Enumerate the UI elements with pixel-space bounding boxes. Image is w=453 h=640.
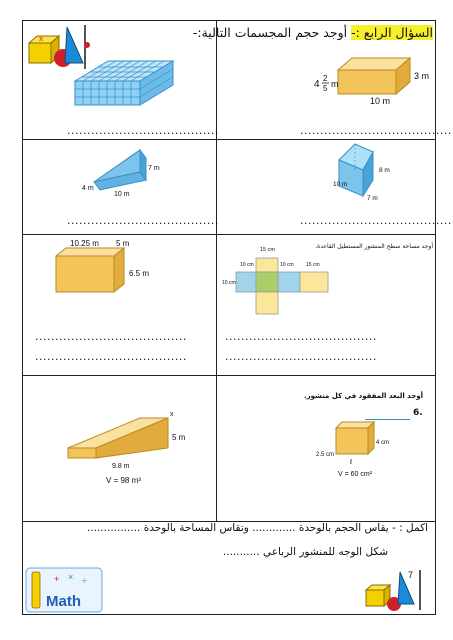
dim-height: 3 m xyxy=(414,71,430,81)
gold-box-missing-dim xyxy=(312,420,412,482)
question-header xyxy=(193,25,433,40)
dim-length: 7 m xyxy=(367,195,378,202)
net-mid-a: 10 cm xyxy=(240,262,254,268)
dim-width: 5 m xyxy=(116,239,130,248)
dim-mixed-den: 5 xyxy=(323,84,328,93)
dim-x: x xyxy=(170,411,174,418)
answer-line[interactable]: ...................................... xyxy=(300,214,452,227)
math-tools-logo xyxy=(362,568,432,614)
answer-line[interactable]: ...................................... xyxy=(225,350,377,363)
answer-line[interactable]: ...................................... xyxy=(35,330,187,343)
question-label: السؤال الرابع :- xyxy=(351,25,433,40)
net-mid-b: 10 cm xyxy=(280,262,294,268)
cube-block-figure xyxy=(70,55,180,110)
dim-height: 6.5 m xyxy=(129,269,150,278)
svg-text:÷: ÷ xyxy=(82,576,87,586)
dim-length: 10.25 m xyxy=(70,239,99,248)
grid-line xyxy=(23,375,435,376)
exercise-number: 6. xyxy=(413,408,423,418)
net-side-b: 15 cm xyxy=(306,262,320,268)
footer-line-1: اكمل : - يقاس الحجم بالوحدة ............. وتقاس المساحة بالوحدة ................ xyxy=(86,522,428,534)
svg-text:×: × xyxy=(68,572,74,582)
dim-length: 10 m xyxy=(114,191,130,198)
gold-triangular-prism xyxy=(60,408,190,486)
volume-label: V = 98 m³ xyxy=(106,476,141,485)
dim-length: 10 m xyxy=(370,96,391,106)
volume-label: V = 60 cm² xyxy=(338,471,373,478)
missing-dim-heading: أوجد البعد المفقود في كل منشور. xyxy=(303,392,423,400)
math-logo xyxy=(24,566,104,614)
dim-height: 5 m xyxy=(172,433,186,442)
net-top: 15 cm xyxy=(260,247,275,253)
grid-line xyxy=(216,21,217,521)
prism-net-figure xyxy=(222,242,334,318)
answer-line[interactable]: ...................................... xyxy=(300,124,452,137)
question-instruction: أوجد حجم المجسمات التالية:- xyxy=(192,25,348,40)
dim-length: 9.8 m xyxy=(112,463,130,470)
grid-line xyxy=(23,234,435,235)
net-left: 10 cm xyxy=(222,280,236,286)
svg-text:+: + xyxy=(54,574,60,584)
dim-ell: ℓ xyxy=(350,459,353,466)
dim-depth: 2.5 cm xyxy=(316,452,335,458)
answer-line[interactable]: ...................................... xyxy=(67,124,219,137)
dim-height: 7 m xyxy=(148,165,160,172)
dim-height: 4 cm xyxy=(376,440,390,446)
blue-triangular-prism xyxy=(80,146,170,198)
footer-line-2: شكل الوجه للمنشور الرباعي ........... xyxy=(222,546,388,558)
gold-prism-figure xyxy=(310,52,430,110)
gold-box-figure xyxy=(50,236,160,298)
dim-mixed-whole: 4 xyxy=(314,79,320,90)
dim-side: 8 m xyxy=(379,167,390,174)
answer-line[interactable]: ...................................... xyxy=(35,350,187,363)
dim-width: 4 m xyxy=(82,185,94,192)
dim-width: 10 m xyxy=(333,181,348,188)
svg-text:π: π xyxy=(39,37,44,43)
dim-mixed-unit: m xyxy=(331,79,339,89)
dim-mixed-num: 2 xyxy=(323,74,328,83)
net-instruction: أوجد مساحة سطح المنشور المستطيل القاعدة. xyxy=(315,243,433,250)
logo-number: 7 xyxy=(408,570,414,580)
math-label: Math xyxy=(46,593,81,610)
answer-line[interactable]: ...................................... xyxy=(67,214,219,227)
answer-line[interactable]: ...................................... xyxy=(225,330,377,343)
blue-standing-prism xyxy=(333,140,408,202)
